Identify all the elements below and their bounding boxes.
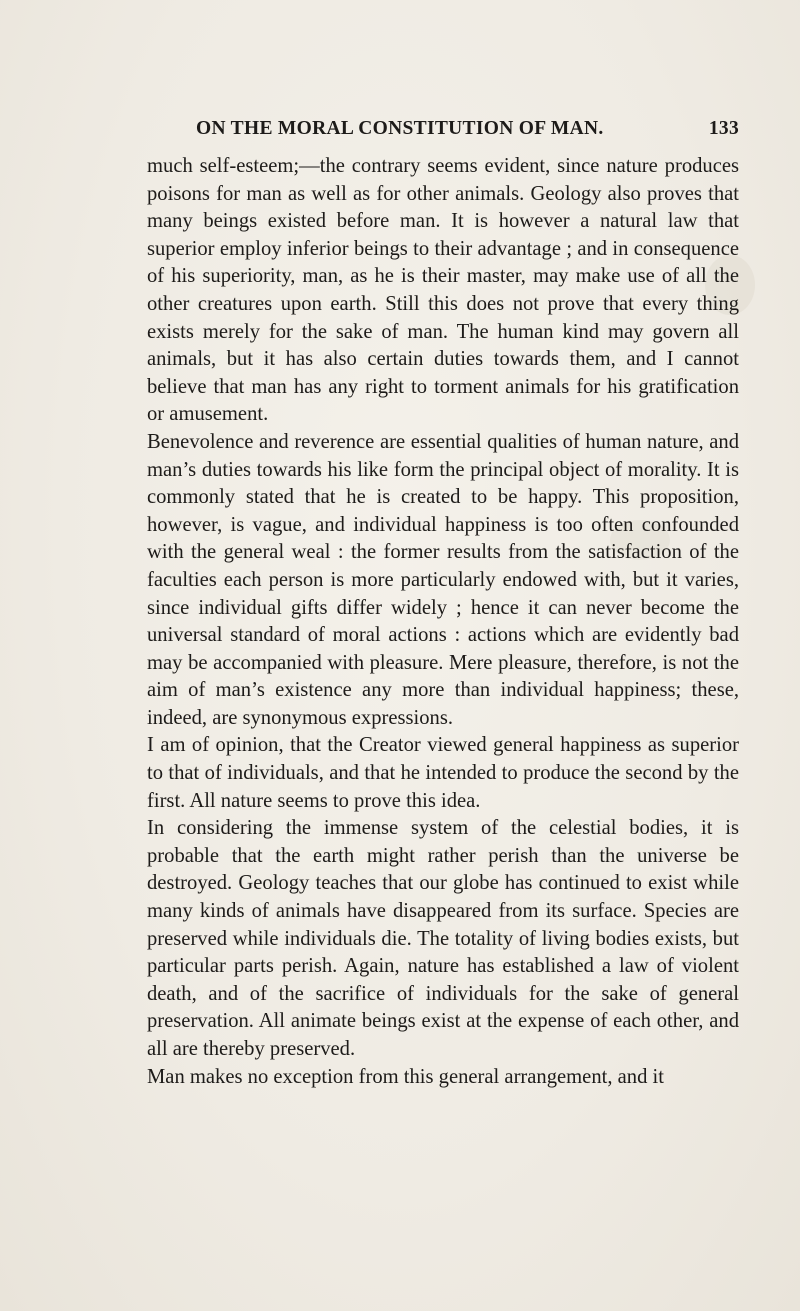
body-text bbox=[147, 153, 739, 1091]
page-number: 133 bbox=[708, 118, 739, 139]
page-header bbox=[196, 118, 739, 148]
paragraph-3: I am of opinion, that the Creator viewed general happiness as superior to that of individuals, and that he intended to produce the second by the first. All nature seems to prove this idea. bbox=[147, 734, 739, 812]
paragraph-4: In considering the immense system of the celestial bodies, it is probable that the earth might rather perish than the universe be destroyed. Geology teaches that our globe has continued to exist while many kinds of animals have disappeared from its surface. Species are preserved while individuals die. The totality of living bodies exists, but particular parts perish. Again, nature has established a law of violent death, and of the sacrifice of individuals for the sake of general preservation. All animate beings exist at the expense of each other, and all are thereby preserved. bbox=[147, 817, 739, 1060]
paragraph-5: Man makes no exception from this general arrangement, and it bbox=[147, 1065, 664, 1088]
paragraph-2: Benevolence and reverence are essential qualities of human nature, and man’s duties towards his like form the principal object of morality. It is commonly stated that he is created to be happy. This proposition, however, is vague, and individual happiness is too often confounded with the general weal : the former results from the satisfaction of the faculties each person is more particularly endowed with, but it varies, since individual gifts differ widely ; hence it can never become the universal standard of moral actions : actions which are evidently bad may be accompanied with pleasure. Mere pleasure, therefore, is not the aim of man’s existence any more than individual happiness; these, indeed, are synonymous expressions. bbox=[147, 430, 739, 729]
running-head: ON THE MORAL CONSTITUTION OF MAN. bbox=[196, 118, 604, 139]
paragraph-1: much self-esteem;—the contrary seems evident, since nature produces poisons for man as well as for other animals. Geology also proves that many beings existed before man. It is however a natural law that superior employ inferior beings to their advantage ; and in consequence of his superiority, man, as he is their master, may make use of all the other creatures upon earth. Still this does not prove that every thing exists merely for the sake of man. The human kind may govern all animals, but it has also certain duties towards them, and I cannot believe that man has any right to torment animals for his gratification or amusement. bbox=[147, 155, 739, 426]
